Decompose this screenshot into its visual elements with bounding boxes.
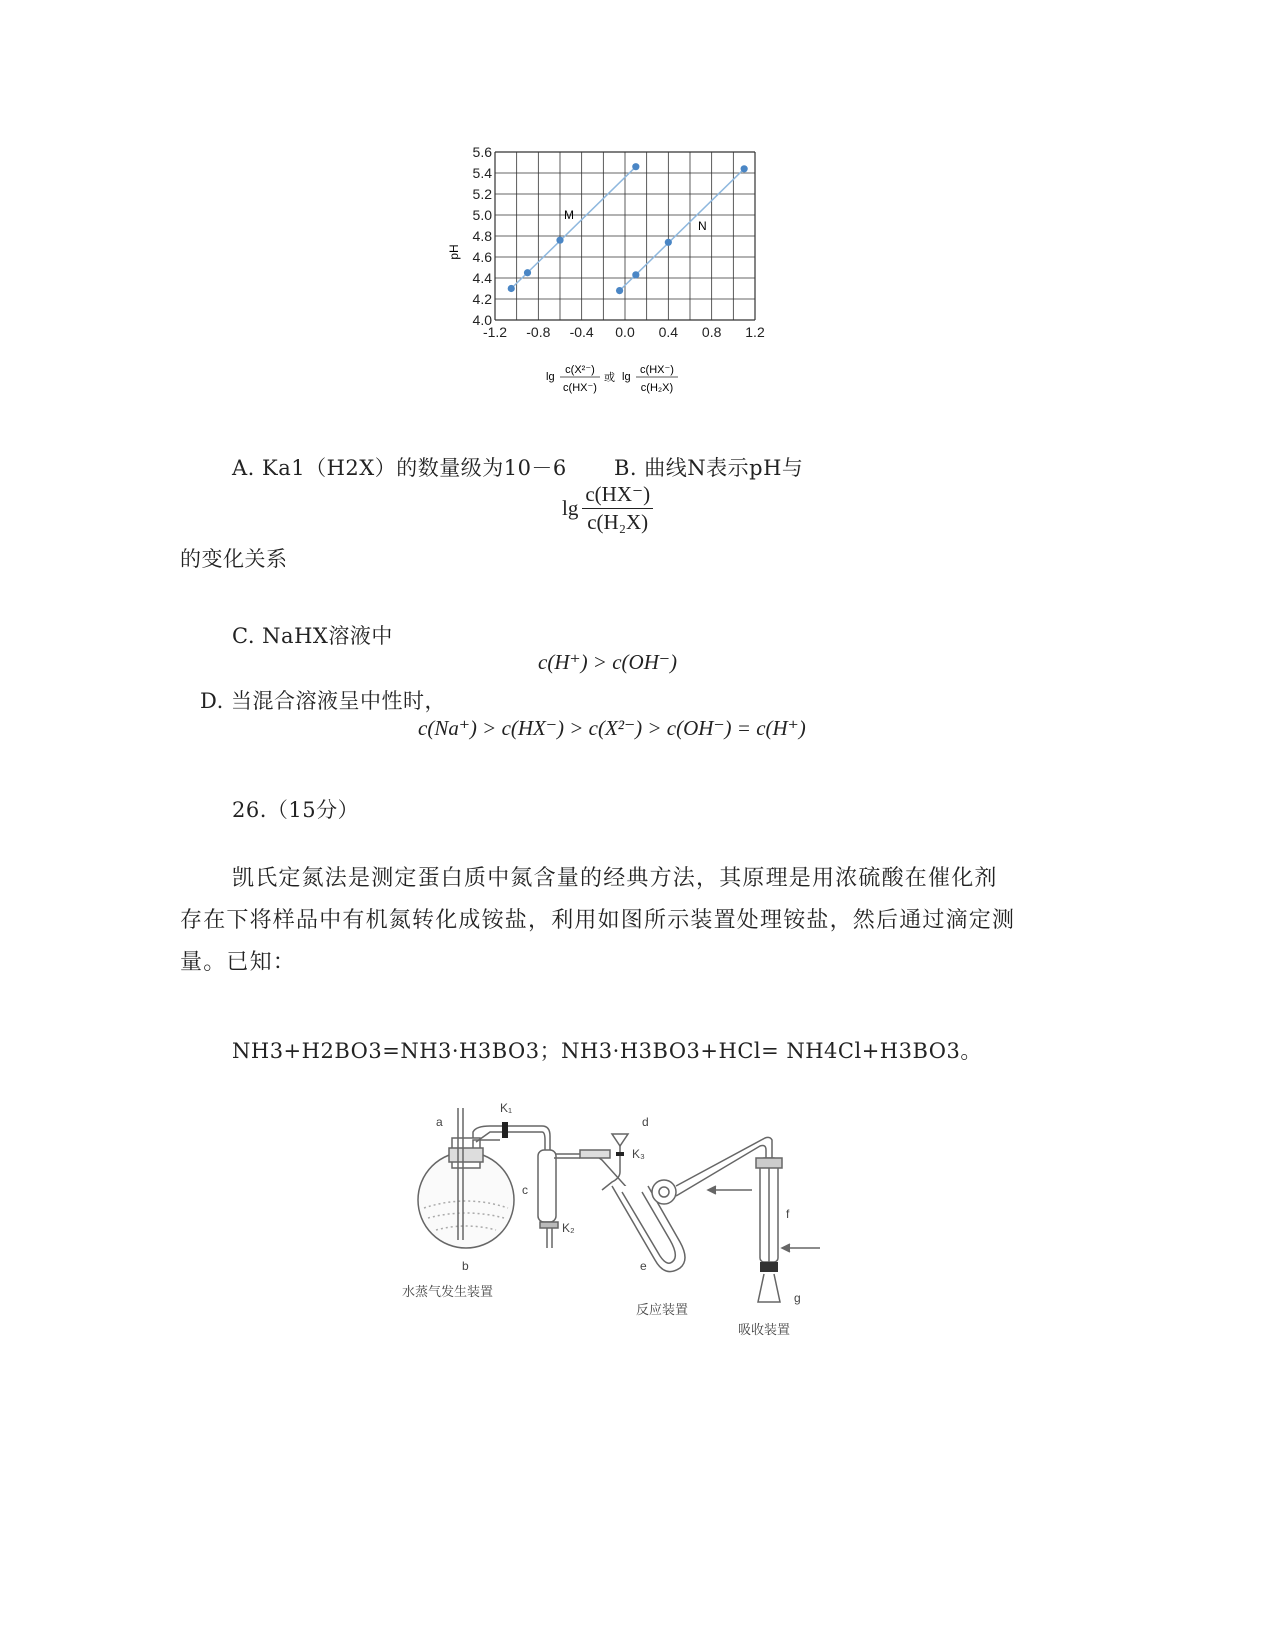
y-tick-labels [473, 144, 493, 328]
y-tick-label: 4.2 [472, 291, 492, 307]
data-point-n [632, 271, 639, 278]
caption-reaction: 反应装置 [636, 1302, 689, 1317]
x-tick-label: 1.2 [745, 324, 765, 340]
caption-steam-generator: 水蒸气发生装置 [402, 1284, 494, 1299]
intro-line-2: 存在下将样品中有机氮转化成铵盐，利用如图所示装置处理铵盐，然后通过滴定测 [180, 908, 1016, 933]
data-point-m [524, 269, 531, 276]
x-tick-label: 0.4 [658, 324, 679, 340]
label-a: a [436, 1115, 443, 1129]
option-b-formula [562, 482, 653, 535]
ph-chart [440, 140, 800, 410]
chart-series-lines [511, 167, 744, 291]
x-tick-label: -0.8 [526, 324, 551, 340]
reaction-equation: NH3+H2BO3=NH3·H3BO3；NH3·H3BO3+HCl= NH4Cl+H3BO3。 [232, 1039, 982, 1063]
formula-lg: lg [562, 496, 579, 520]
x-label-num2: c(HX⁻) [640, 364, 674, 376]
x-label-den1: c(HX⁻) [563, 382, 597, 394]
funnel-d [602, 1134, 628, 1190]
y-tick-label: 4.4 [472, 270, 492, 286]
option-b-tail: 的变化关系 [180, 547, 288, 571]
option-c-formula: c(H⁺) > c(OH⁻) [538, 650, 677, 674]
x-tick-labels [483, 324, 765, 340]
data-point-n [741, 165, 748, 172]
data-point-m [508, 285, 515, 292]
intro-line-3: 量。已知： [180, 950, 297, 975]
y-tick-label: 5.0 [472, 207, 492, 223]
x-tick-label: 0.8 [701, 324, 722, 340]
option-d: D. 当混合溶液呈中性时， [200, 689, 446, 713]
label-k2: K₂ [562, 1221, 575, 1235]
x-tick-label: 0.0 [615, 324, 635, 340]
steam-generator-flask [418, 1108, 514, 1248]
formula-numerator: c(HX⁻) [582, 482, 653, 509]
x-label-den2: c(H₂X) [640, 382, 674, 394]
y-tick-label: 5.6 [472, 144, 492, 160]
question-number: 26.（15分） [232, 798, 360, 822]
option-d-formula: c(Na⁺) > c(HX⁻) > c(X²⁻) > c(OH⁻) = c(H⁺) [418, 716, 806, 740]
label-g: g [794, 1291, 801, 1305]
y-tick-label: 4.8 [472, 228, 492, 244]
conical-flask-g [758, 1274, 780, 1302]
label-e: e [640, 1259, 647, 1273]
label-k1: K₁ [500, 1101, 513, 1115]
question-intro [180, 858, 1080, 984]
x-label-num1: c(X²⁻) [565, 364, 595, 376]
label-f: f [786, 1207, 790, 1221]
formula-fraction [582, 482, 653, 535]
kjeldahl-apparatus-diagram [380, 1090, 850, 1350]
series-label-m: M [564, 208, 574, 222]
x-tick-label: -0.4 [569, 324, 594, 340]
series-label-n: N [698, 219, 707, 233]
label-d: d [642, 1115, 649, 1129]
formula-denominator: c(H₂X) [587, 510, 649, 534]
data-point-n [665, 239, 672, 246]
intro-line-1: 凯氏定氮法是测定蛋白质中氮含量的经典方法，其原理是用浓硫酸在催化剂 [232, 866, 998, 891]
label-b: b [462, 1259, 469, 1273]
data-point-m [556, 237, 563, 244]
y-tick-label: 5.2 [472, 186, 492, 202]
label-c: c [522, 1183, 528, 1197]
condenser-f [708, 1158, 820, 1272]
k1-clamp [502, 1122, 508, 1138]
label-k3: K₃ [632, 1147, 645, 1161]
y-tick-label: 4.0 [472, 312, 492, 328]
caption-absorption: 吸收装置 [738, 1322, 791, 1337]
option-c: C. NaHX溶液中 [232, 624, 393, 648]
option-a: A. Ka1（H2X）的数量级为10－6 [232, 456, 567, 480]
x-label-or: 或 [604, 372, 615, 384]
x-tick-label: -1.2 [482, 324, 508, 340]
y-axis-label: pH [447, 244, 461, 260]
y-tick-label: 4.6 [472, 249, 492, 265]
x-axis-label [546, 364, 678, 394]
x-label-lg1: lg [546, 371, 555, 383]
option-b: B. 曲线N表示pH与 [614, 456, 804, 480]
y-tick-label: 5.4 [472, 165, 492, 181]
data-point-n [616, 287, 623, 294]
data-point-m [632, 163, 639, 170]
x-label-lg2: lg [622, 371, 631, 383]
